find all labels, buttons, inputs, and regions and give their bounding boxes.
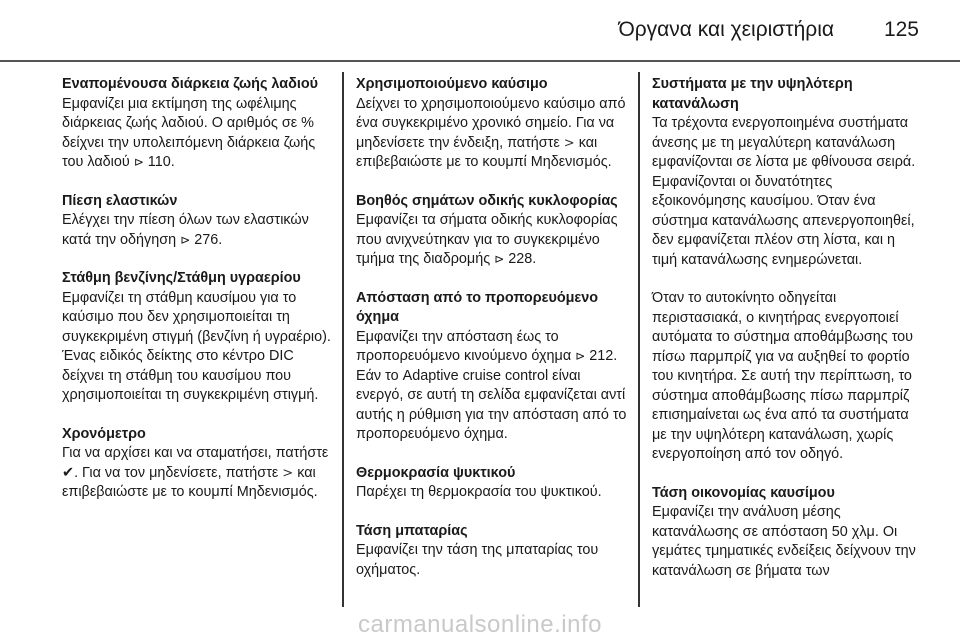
column-3 — [652, 75, 924, 600]
chevron-right-icon: > — [563, 135, 575, 151]
section-traffic-sign-assistant — [356, 192, 628, 270]
section-text: Εμφανίζει την απόσταση έως το προπορευόμενο κινούμενο όχημα ⊳ 212. Εάν το Adaptive cruise control είναι ενεργό, σε αυτή τη σελίδα εμφανίζεται αντί αυτής η ρύθμιση για την απόσταση από το προπορευόμενο όχημα. — [356, 328, 627, 442]
page-ref-link[interactable]: 212. — [589, 348, 618, 364]
page-number: 125 — [883, 18, 919, 41]
section-following-distance — [356, 289, 628, 445]
section-coolant-temperature — [356, 464, 628, 503]
section-heading: Χρονόμετρο — [62, 425, 146, 442]
page-ref-link[interactable]: 228. — [508, 251, 537, 267]
section-text: Τα τρέχοντα ενεργοποιημένα συστήματα άνεσης με τη μεγαλύτερη κατανάλωση εμφανίζονται σε λίστα με φθίνουσα σειρά. Εμφανίζονται οι δυνατότητες εξοικονόμησης καυσίμου. Όταν ένα σύστημα κατανάλωσης απενεργοποιηθεί, δεν εμφανίζεται πλέον στη λίστα, και η τιμή κατανάλωσης ενημερώνεται. — [652, 115, 916, 268]
section-heading: Βοηθός σημάτων οδικής κυκλοφορίας — [356, 192, 618, 209]
page-ref-icon: ⊳ — [494, 252, 505, 266]
chevron-right-icon: > — [282, 465, 294, 481]
section-text: Για να αρχίσει και να σταματήσει, πατήστε ✔. Για να τον μηδενίσετε, πατήστε > και επιβεβαιώστε με το κουμπί Μηδενισμός. — [62, 445, 329, 500]
section-tire-pressure — [62, 192, 334, 251]
section-text: Εμφανίζει τη στάθμη καυσίμου για το καύσιμο που δεν χρησιμοποιείται τη συγκεκριμένη στιγμή (βενζίνη ή υγραέριο). Ένας ειδικός δείκτης στο κέντρο DIC δείχνει τη στάθμη του καυσίμου που χρησιμοποιείται τη συγκεκριμένη στιγμή. — [62, 289, 331, 403]
section-heading: Τάση μπαταρίας — [356, 522, 468, 539]
page-ref-link[interactable]: 276. — [194, 231, 223, 248]
section-heading: Θερμοκρασία ψυκτικού — [356, 464, 516, 481]
watermark: carmanualsonline.info — [358, 611, 602, 638]
section-text: Εμφανίζει την ανάλυση μέσης κατανάλωσης σε απόσταση 50 χλμ. Οι γεμάτες τμηματικές ενδείξεις δείχνουν την κατανάλωση σε βήματα των — [652, 504, 916, 579]
section-text: Εμφανίζει μια εκτίμηση της ωφέλιμης διάρκειας ζωής λαδιού. Ο αριθμός σε % δείχνει την υπολειπόμενη διάρκεια ζωής του λαδιού ⊳ 110. — [62, 95, 316, 170]
section-heading: Συστήματα με την υψηλότερη κατανάλωση — [652, 76, 853, 112]
section-heading: Πίεση ελαστικών — [62, 192, 178, 209]
page-ref-icon: ⊳ — [133, 155, 144, 169]
section-heading: Απόσταση από το προπορευόμενο όχημα — [356, 289, 599, 325]
header-divider — [0, 60, 960, 62]
page-ref-icon: ⊳ — [575, 349, 586, 363]
page-header — [0, 0, 960, 60]
page-ref-icon: ⊳ — [180, 232, 191, 247]
section-text: Ελέγχει την πίεση όλων των ελαστικών κατά την οδήγηση ⊳ 276. — [62, 212, 309, 248]
section-heading: Τάση οικονομίας καυσίμου — [652, 484, 835, 501]
section-economy-trend — [652, 484, 924, 582]
page-ref-link[interactable]: 110. — [147, 154, 175, 170]
section-text: Δείχνει το χρησιμοποιούμενο καύσιμο από ένα συγκεκριμένο χρονικό σημείο. Για να μηδενίσετε την ένδειξη, πατήστε > και επιβεβαιώστε με το κουμπί Μηδενισμός. — [356, 95, 626, 170]
section-battery-voltage — [356, 522, 628, 581]
section-text: Εμφανίζει τα σήματα οδικής κυκλοφορίας που ανιχνεύτηκαν για το συγκεκριμένο τμήμα της διαδρομής ⊳ 228. — [356, 212, 618, 267]
section-heading: Εναπομένουσα διάρκεια ζωής λαδιού — [62, 76, 318, 92]
section-top-consumers — [652, 75, 924, 465]
section-stopwatch — [62, 425, 334, 503]
check-icon: ✔ — [62, 464, 75, 481]
column-divider-1 — [342, 72, 344, 607]
column-1 — [62, 75, 334, 522]
page-title: Όργανα και χειριστήρια — [618, 18, 834, 41]
section-text: Όταν το αυτοκίνητο οδηγείται περιστασιακά, ο κινητήρας ενεργοποιεί αυτόματα το σύστημα αποθάμβωσης του πίσω παρμπρίζ για να αυξηθεί το φορτίο του κινητήρα. Σε αυτή την περίπτωση, το σύστημα αποθάμβωσης πίσω παρμπρίζ επισημαίνεται ως ένα από τα συστήματα με την υψηλότερη κατανάλωση, χωρίς ενεργοποίηση από τον οδηγό. — [652, 290, 914, 462]
section-oil-life — [62, 75, 334, 173]
column-2 — [356, 75, 628, 599]
section-text: Εμφανίζει την τάση της μπαταρίας του οχήματος. — [356, 542, 599, 578]
section-heading: Χρησιμοποιούμενο καύσιμο — [356, 76, 548, 92]
section-fuel-level — [62, 269, 334, 406]
column-divider-2 — [638, 72, 640, 607]
section-fuel-used — [356, 75, 628, 173]
section-heading: Στάθμη βενζίνης/Στάθμη υγραερίου — [62, 270, 301, 286]
section-text: Παρέχει τη θερμοκρασία του ψυκτικού. — [356, 484, 602, 500]
